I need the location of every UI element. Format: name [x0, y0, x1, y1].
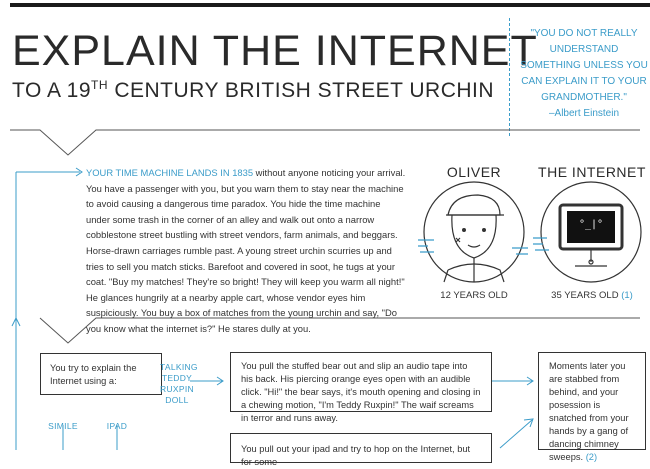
- stabbed-text: Moments later you are stabbed from behind, and your posession is snatched from your hands by a gang of dancing chimney sweeps.: [549, 361, 629, 462]
- footnote-ref-2[interactable]: (2): [585, 452, 598, 462]
- page-title: EXPLAIN THE INTERNET: [12, 27, 538, 75]
- oliver-age: 12 YEARS OLD: [440, 290, 508, 301]
- intro-lead: YOUR TIME MACHINE LANDS IN 1835: [86, 167, 254, 178]
- oliver-portrait: [418, 182, 528, 282]
- teddy-result-box: You pull the stuffed bear out and slip an audio tape into his back. His piercing orange eyes open with an audible click. "Hi!" the bear says, it's mouth opening and closing in a chewing motion, "I'm Teddy Ruxpin!" The waif screams in terror and runs away.: [230, 352, 492, 412]
- start-box: You try to explain the Internet using a:: [40, 353, 162, 395]
- ipad-result-box: You pull out your ipad and try to hop on the Internet, but for some: [230, 433, 492, 463]
- option-ipad[interactable]: IPAD: [106, 421, 128, 431]
- subtitle-part-2: CENTURY BRITISH STREET URCHIN: [108, 79, 495, 102]
- option-teddy-ruxpin[interactable]: TALKING TEDDY RUXPIN DOLL: [160, 362, 198, 405]
- quote-text: "YOU DO NOT REALLY UNDERSTAND SOMETHING UNLESS YOU CAN EXPLAIN IT TO YOUR GRANDMOTHER.": [520, 28, 648, 103]
- subtitle-superscript: TH: [91, 78, 108, 92]
- internet-age: [536, 290, 648, 301]
- quote-author: –Albert Einstein: [548, 108, 620, 119]
- intro-paragraph: [86, 165, 406, 337]
- subtitle-part-1: TO A 19: [12, 79, 91, 102]
- internet-age-text: 35 YEARS OLD: [551, 290, 619, 301]
- internet-label: THE INTERNET: [538, 164, 646, 180]
- footnote-ref-1[interactable]: (1): [621, 290, 633, 301]
- internet-portrait: [533, 182, 641, 282]
- screen-face: °_|°: [578, 219, 604, 230]
- oliver-label: OLIVER: [446, 164, 502, 180]
- intro-body: without anyone noticing your arrival. You have a passenger with you, but you warn them to stay near the machine to avoid causing a dangerous time paradox. You hide the time machine under some trash in the corner of an alley and walk out onto a narrow cobblestone street bustling with street vendors, farm animals, and beggars. Horse-drawn carriages rumble past. A young street urchin scurries up and tries to sell you match sticks. Barefoot and covered in soot, he tugs at your coat. "Buy my matches! They're so bright! They will keep you warm all night!" He glances hungrily at a nearby apple cart, whose vendor eyes him suspiciously. You buy a box of matches from the young urchin and say, "Do you know what the internet is?" He stares dully at you.: [86, 167, 406, 334]
- option-simile[interactable]: SIMILE: [48, 421, 78, 431]
- stabbed-box: [538, 352, 646, 462]
